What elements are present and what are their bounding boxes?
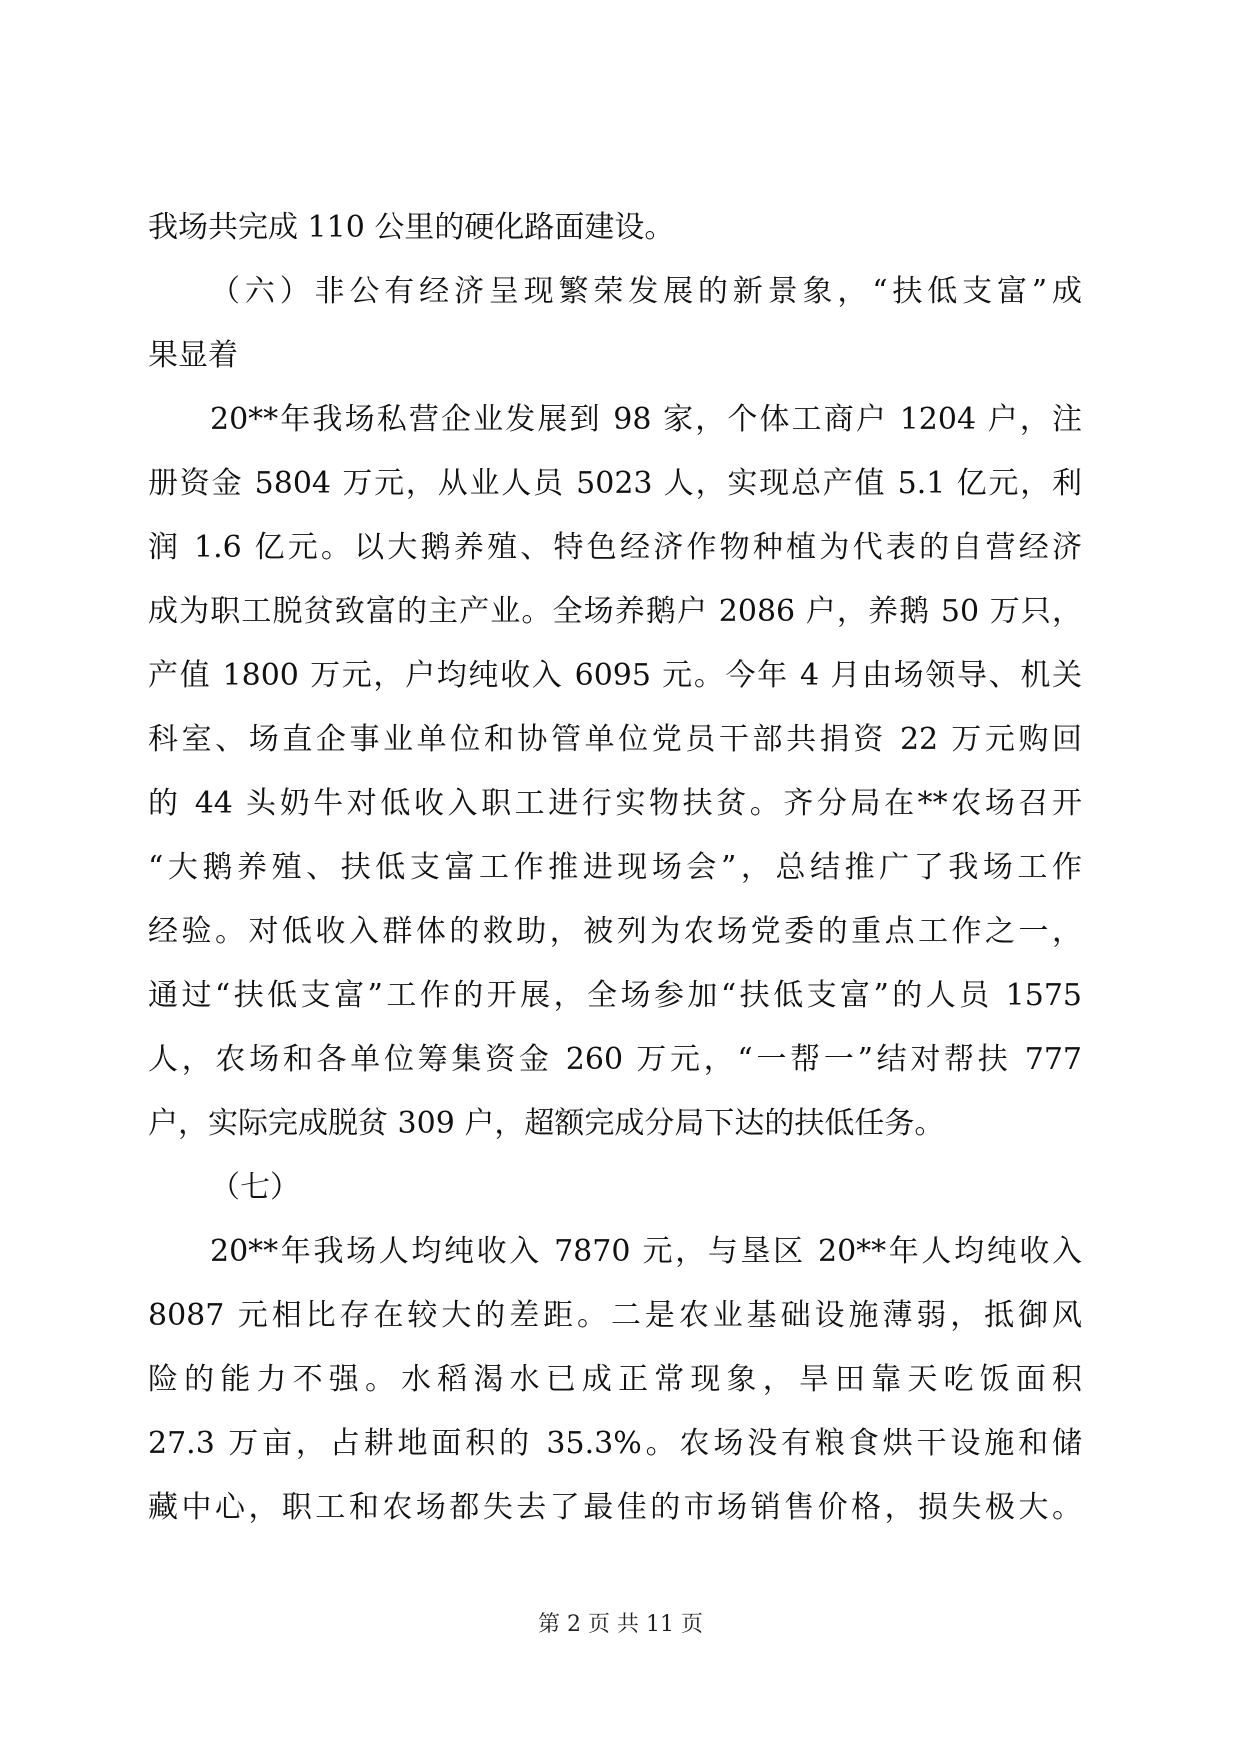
text-line: 科室、场直企事业单位和协管单位党员干部共捐资 22 万元购回	[148, 722, 1082, 757]
text-line: 我场共完成 110 公里的硬化路面建设。	[148, 210, 675, 245]
text-line: 藏中心，职工和农场都失去了最佳的市场销售价格，损失极大。	[148, 1490, 1082, 1525]
text-line: 人，农场和各单位筹集资金 260 万元，“一帮一”结对帮扶 777	[148, 1042, 1082, 1077]
text-line: 经验。对低收入群体的救助，被列为农场党委的重点工作之一，	[148, 914, 1082, 949]
text-line: 8087 元相比存在较大的差距。二是农业基础设施薄弱，抵御风	[148, 1298, 1082, 1333]
text-line: （六）非公有经济呈现繁荣发展的新景象，“扶低支富”成	[210, 274, 1082, 309]
body-text	[148, 196, 1082, 1540]
text-line: 20**年我场私营企业发展到 98 家，个体工商户 1204 户，注	[210, 402, 1082, 437]
text-line: 润 1.6 亿元。以大鹅养殖、特色经济作物种植为代表的自营经济	[148, 530, 1082, 565]
text-line: 成为职工脱贫致富的主产业。全场养鹅户 2086 户，养鹅 50 万只，	[148, 594, 1082, 629]
text-line: 果显着	[148, 338, 238, 373]
text-line: 27.3 万亩，占耕地面积的 35.3%。农场没有粮食烘干设施和储	[148, 1426, 1082, 1461]
text-line: 户，实际完成脱贫 309 户，超额完成分局下达的扶低任务。	[148, 1106, 945, 1141]
text-line: 的 44 头奶牛对低收入职工进行实物扶贫。齐分局在**农场召开	[148, 786, 1082, 821]
page-number-footer: 第 2 页 共 11 页	[538, 1612, 703, 1637]
text-line: 册资金 5804 万元，从业人员 5023 人，实现总产值 5.1 亿元，利	[148, 466, 1082, 501]
text-line: 产值 1800 万元，户均纯收入 6095 元。今年 4 月由场领导、机关	[148, 658, 1082, 693]
text-line: （七）	[210, 1170, 300, 1205]
text-line: 20**年我场人均纯收入 7870 元，与垦区 20**年人均纯收入	[210, 1234, 1082, 1269]
text-line: 险的能力不强。水稻渴水已成正常现象，旱田靠天吃饭面积	[148, 1362, 1082, 1397]
text-line: “大鹅养殖、扶低支富工作推进现场会”，总结推广了我场工作	[148, 850, 1082, 885]
text-line: 通过“扶低支富”工作的开展，全场参加“扶低支富”的人员 1575	[148, 978, 1082, 1013]
